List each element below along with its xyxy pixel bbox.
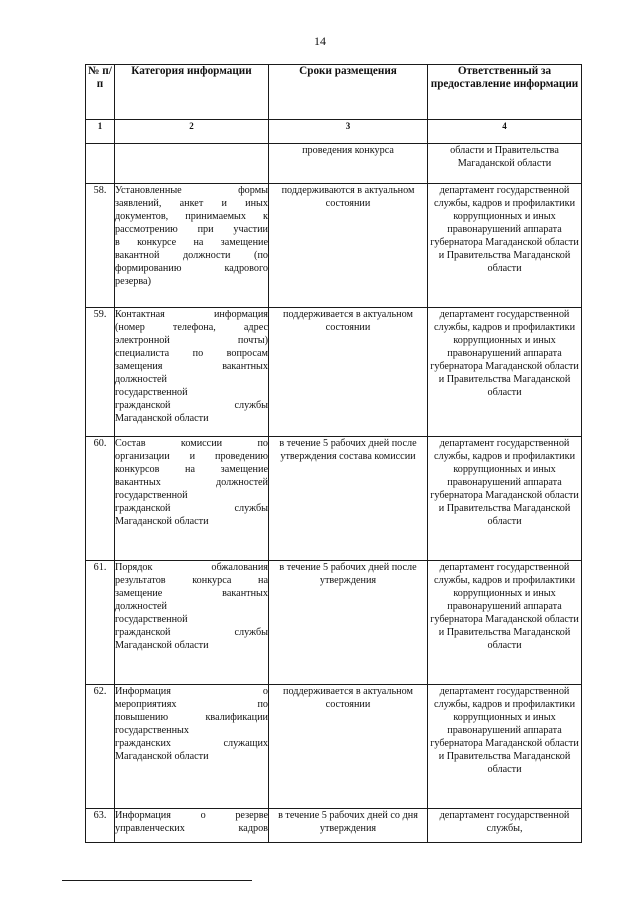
category-line: гражданской службы (115, 627, 268, 638)
column-index: 4 (428, 120, 582, 144)
cell-term: в течение 5 рабочих дней со дня утверждения (269, 809, 428, 843)
table-row (86, 184, 582, 308)
category-line: замещения вакантных (115, 361, 268, 372)
cell-responsible: области и Правительства Магаданской области (428, 144, 582, 184)
cell-number: 58. (86, 184, 115, 308)
category-line: конкурсов на замещение (115, 464, 268, 475)
category-line: гражданских служащих (115, 738, 268, 749)
cell-number: 60. (86, 437, 115, 561)
cell-category (115, 685, 269, 809)
cell-category (115, 809, 269, 843)
cell-term: поддерживается в актуальном состоянии (269, 308, 428, 437)
header-responsible: Ответственный за предоставление информации (428, 65, 582, 120)
cell-responsible: департамент государственной службы, (428, 809, 582, 843)
header-number: № п/п (86, 65, 115, 120)
cell-category (115, 144, 269, 184)
category-line: заявлений, анкет и иных (115, 198, 268, 209)
category-line: Магаданской области (115, 640, 209, 651)
category-line: вакантной должности (по (115, 250, 268, 261)
cell-number: 61. (86, 561, 115, 685)
category-line: электронной почты) (115, 335, 268, 346)
cell-number (86, 144, 115, 184)
cell-number: 62. (86, 685, 115, 809)
footnote-divider (62, 880, 252, 881)
cell-responsible: департамент государственной службы, кадров и профилактики коррупционных и иных правонарушений аппарата губернатора Магаданской области и Правительства Магаданской области (428, 308, 582, 437)
column-index: 2 (115, 120, 269, 144)
category-line: Магаданской области (115, 413, 209, 424)
cell-term: поддерживается в актуальном состоянии (269, 685, 428, 809)
continuation-row (86, 144, 582, 184)
cell-number: 59. (86, 308, 115, 437)
category-line: государственной (115, 387, 188, 398)
category-line: специалиста по вопросам (115, 348, 268, 359)
category-line: (номер телефона, адрес (115, 322, 268, 333)
cell-responsible: департамент государственной службы, кадров и профилактики коррупционных и иных правонарушений аппарата губернатора Магаданской области и Правительства Магаданской области (428, 685, 582, 809)
category-line: организации и проведению (115, 451, 268, 462)
category-line: гражданской службы (115, 503, 268, 514)
category-line: в конкурсе на замещение (115, 237, 268, 248)
table-row (86, 437, 582, 561)
cell-responsible: департамент государственной службы, кадров и профилактики коррупционных и иных правонарушений аппарата губернатора Магаданской области и Правительства Магаданской области (428, 437, 582, 561)
table-row (86, 308, 582, 437)
cell-term: поддерживаются в актуальном состоянии (269, 184, 428, 308)
category-line: должностей (115, 374, 168, 385)
table-header-row (86, 65, 582, 120)
cell-term: в течение 5 рабочих дней после утверждения состава комиссии (269, 437, 428, 561)
information-table (85, 64, 582, 843)
cell-category (115, 561, 269, 685)
category-line: вакантных должностей (115, 477, 268, 488)
category-line: рассмотрению при участии (115, 224, 268, 235)
category-line: гражданской службы (115, 400, 268, 411)
category-line: формированию кадрового (115, 263, 268, 274)
category-line: государственной (115, 614, 188, 625)
category-line: мероприятиях по (115, 699, 268, 710)
cell-number: 63. (86, 809, 115, 843)
category-line: Магаданской области (115, 751, 209, 762)
category-line: Информация о (115, 686, 268, 697)
category-line: управленческих кадров (115, 823, 268, 834)
cell-responsible: департамент государственной службы, кадров и профилактики коррупционных и иных правонарушений аппарата губернатора Магаданской области и Правительства Магаданской области (428, 184, 582, 308)
category-line: государственной (115, 490, 188, 501)
header-term: Сроки размещения (269, 65, 428, 120)
cell-category (115, 437, 269, 561)
table-row (86, 561, 582, 685)
cell-responsible: департамент государственной службы, кадров и профилактики коррупционных и иных правонарушений аппарата губернатора Магаданской области и Правительства Магаданской области (428, 561, 582, 685)
table-row (86, 809, 582, 843)
cell-category (115, 308, 269, 437)
category-line: Контактная информация (115, 309, 268, 320)
cell-category (115, 184, 269, 308)
category-line: должностей (115, 601, 168, 612)
page-number: 14 (314, 34, 326, 48)
cell-term: в течение 5 рабочих дней после утверждения (269, 561, 428, 685)
category-line: повышению квалификации (115, 712, 268, 723)
category-line: Информация о резерве (115, 810, 268, 821)
category-line: Магаданской области (115, 516, 209, 527)
table-row (86, 685, 582, 809)
header-category: Категория информации (115, 65, 269, 120)
category-line: Порядок обжалования (115, 562, 268, 573)
cell-term: проведения конкурса (269, 144, 428, 184)
column-index: 3 (269, 120, 428, 144)
category-line: Состав комиссии по (115, 438, 268, 449)
category-line: результатов конкурса на (115, 575, 268, 586)
column-index: 1 (86, 120, 115, 144)
category-line: Установленные формы (115, 185, 268, 196)
category-line: замещение вакантных (115, 588, 268, 599)
category-line: документов, принимаемых к (115, 211, 268, 222)
column-index-row (86, 120, 582, 144)
category-line: государственных (115, 725, 189, 736)
category-line: резерва) (115, 276, 151, 287)
